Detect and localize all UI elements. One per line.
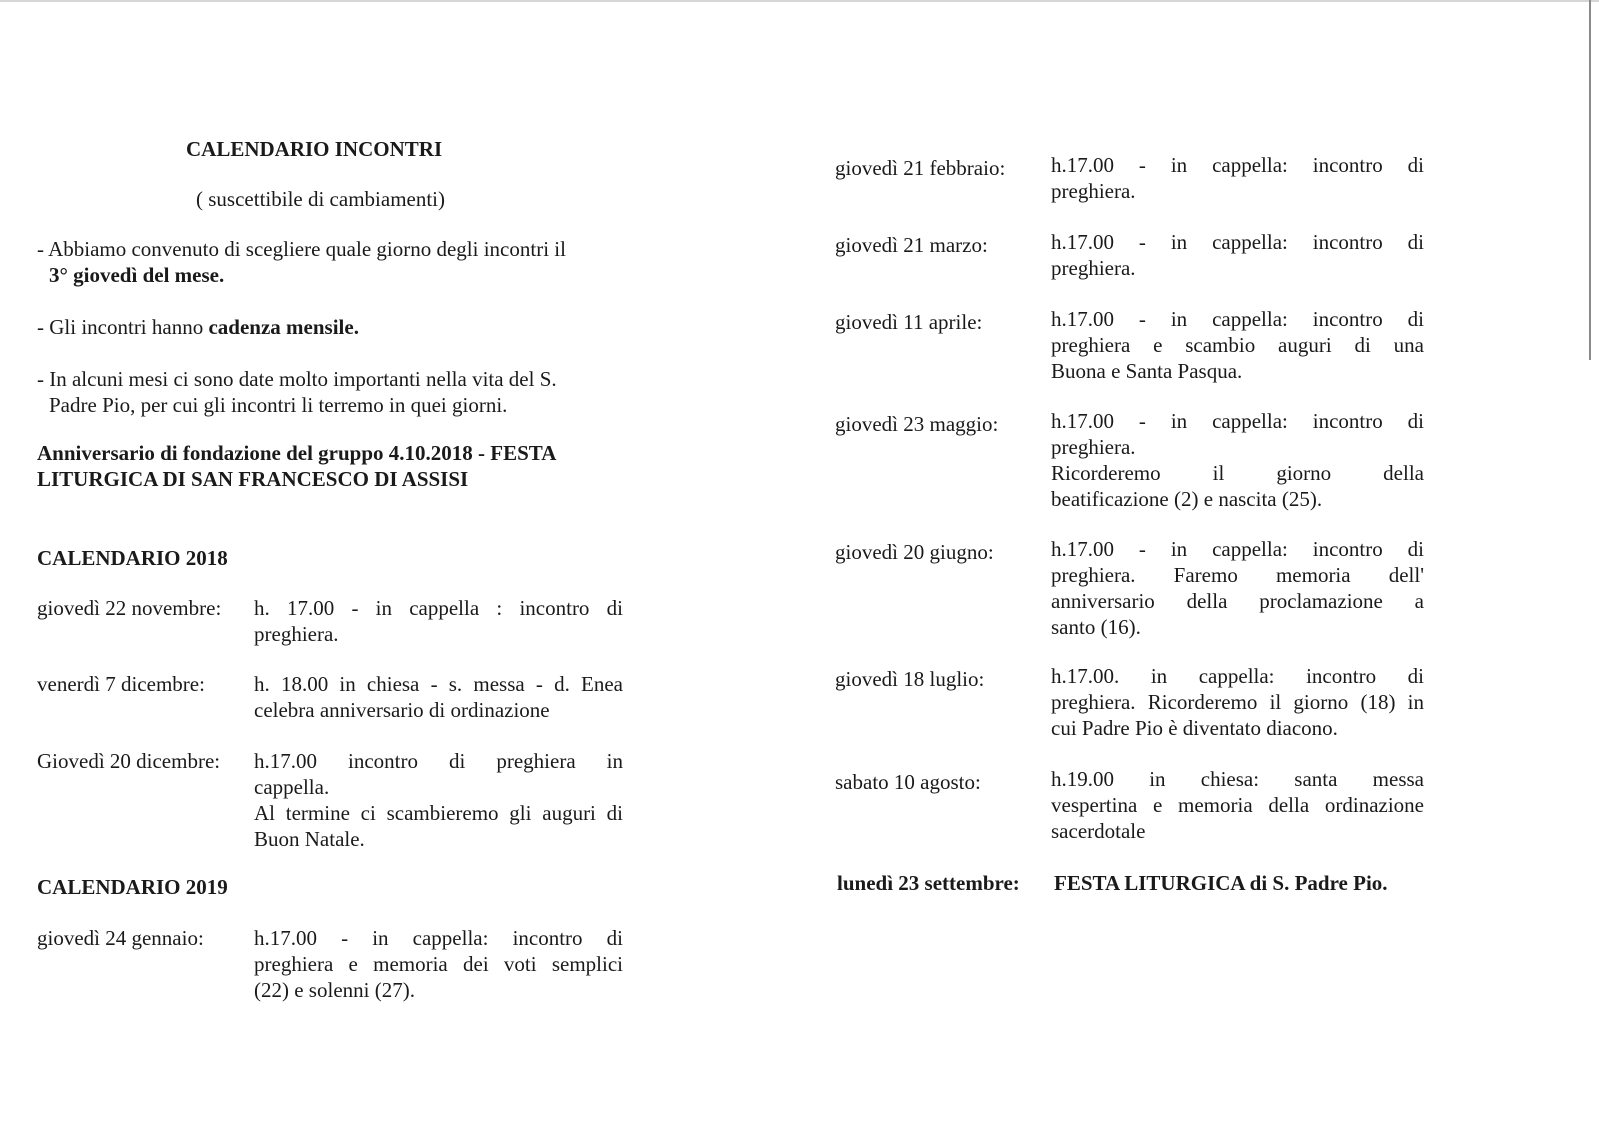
intro-p1-bold: 3° giovedì del mese. [49,263,225,287]
intro-p1-line1: - Abbiamo convenuto di scegliere quale giorno degli incontri il [37,237,566,261]
event-date: sabato 10 agosto: [835,770,981,794]
event-date: giovedì 20 giugno: [835,540,994,564]
page-right-edge [1589,0,1591,360]
event-date: giovedì 21 febbraio: [835,156,1006,180]
intro-paragraph-2 [37,314,619,340]
event-description: h. 18.00 in chiesa - s. messa - d. Enea celebra anniversario di ordinazione [254,672,623,722]
event-description: h.17.00 - in cappella: incontro di preghiera e scambio auguri di una Buona e Santa Pasqua. [1051,307,1424,383]
page-subtitle: ( suscettibile di cambiamenti) [196,187,446,211]
intro-paragraph-1 [37,236,619,288]
intro-p2-text: - Gli incontri hanno [37,315,209,339]
event-date: giovedì 11 aprile: [835,310,983,334]
event-description: h.17.00 - in cappella: incontro di preghiera. [1051,230,1424,280]
anniversary-note [37,440,619,492]
event-date: Giovedì 20 dicembre: [37,749,221,773]
intro-p2-bold: cadenza mensile. [208,315,359,339]
event-description: h.17.00 - in cappella: incontro di preghiera. [1051,153,1424,203]
anniversary-line1: Anniversario di fondazione del gruppo 4.10.2018 - FESTA [37,441,557,465]
event-date: giovedì 24 gennaio: [37,926,204,950]
event-date: venerdì 7 dicembre: [37,672,205,696]
final-event-date: lunedì 23 settembre: [837,871,1020,895]
event-description: h.17.00 - in cappella: incontro di preghiera e memoria dei voti semplici (22) e solenni (27). [254,926,623,1002]
event-date: giovedì 22 novembre: [37,596,222,620]
event-description: h.17.00 incontro di preghiera in cappella. Al termine ci scambieremo gli auguri di Buon Natale. [254,749,623,851]
intro-p3-line2: Padre Pio, per cui gli incontri li terremo in quei giorni. [49,393,508,417]
event-date: giovedì 23 maggio: [835,412,999,436]
event-description: h.17.00. in cappella: incontro di preghiera. Ricorderemo il giorno (18) in cui Padre Pio è diventato diacono. [1051,664,1424,740]
page-title: CALENDARIO INCONTRI [186,137,443,161]
final-event-description: FESTA LITURGICA di S. Padre Pio. [1054,871,1388,895]
event-date: giovedì 21 marzo: [835,233,988,257]
calendar-2019-heading: CALENDARIO 2019 [37,875,228,899]
event-description: h.17.00 - in cappella: incontro di preghiera. Faremo memoria dell' anniversario della proclamazione a santo (16). [1051,537,1424,639]
event-description: h. 17.00 - in cappella : incontro di preghiera. [254,596,623,646]
calendar-2018-heading: CALENDARIO 2018 [37,546,228,570]
event-date: giovedì 18 luglio: [835,667,985,691]
page-top-edge [0,0,1599,2]
event-description: h.19.00 in chiesa: santa messa vespertina e memoria della ordinazione sacerdotale [1051,767,1424,843]
event-description: h.17.00 - in cappella: incontro di preghiera. Ricorderemo il giorno della beatificazione (2) e nascita (25). [1051,409,1424,511]
anniversary-line2: LITURGICA DI SAN FRANCESCO DI ASSISI [37,467,469,491]
intro-p3-line1: - In alcuni mesi ci sono date molto importanti nella vita del S. [37,367,557,391]
intro-paragraph-3 [37,366,619,418]
